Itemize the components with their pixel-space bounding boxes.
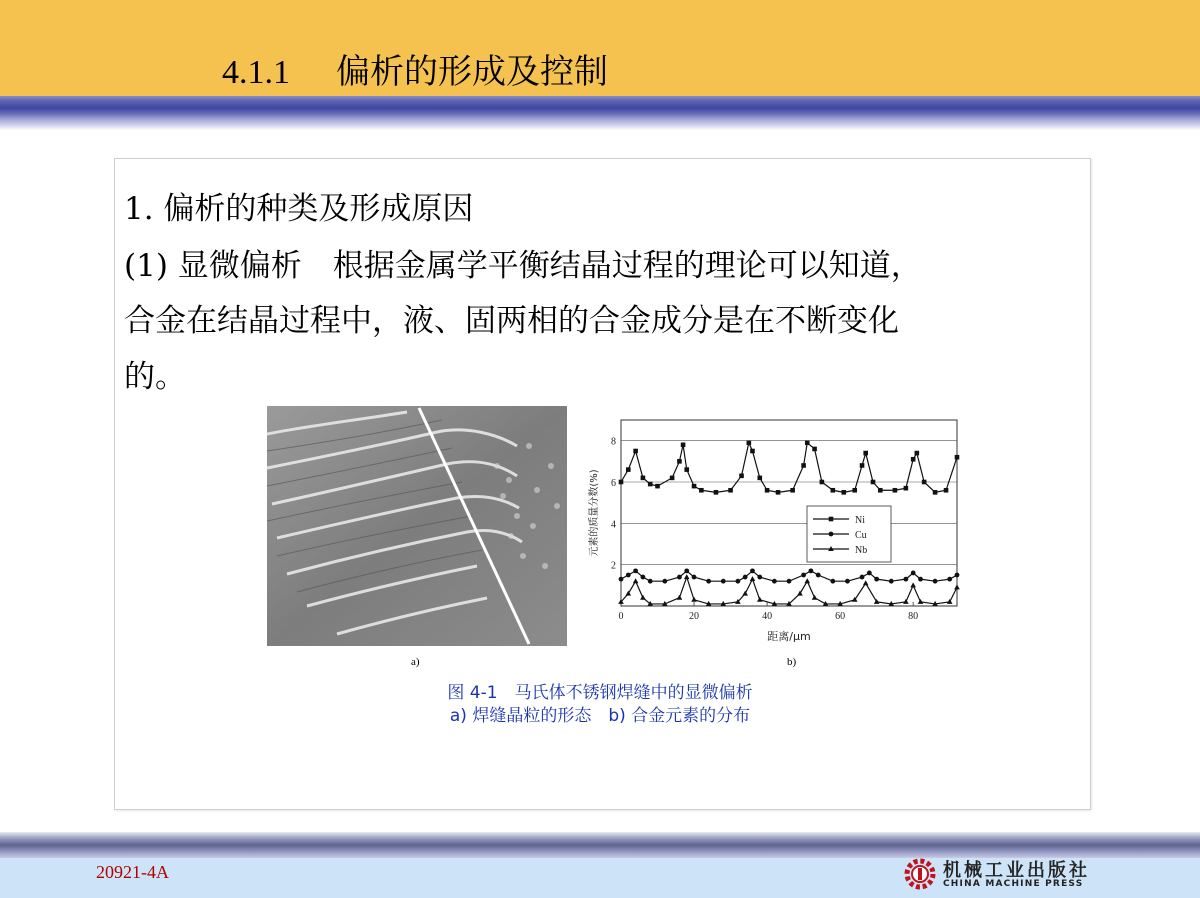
data-point-ni — [692, 484, 697, 489]
x-tick-label: 0 — [618, 611, 624, 622]
data-point-cu — [706, 579, 711, 584]
data-point-cu — [633, 568, 638, 573]
data-point-nb — [757, 597, 763, 602]
data-point-cu — [619, 577, 624, 582]
data-point-cu — [955, 573, 960, 578]
data-point-ni — [841, 490, 846, 495]
publisher-logo — [903, 854, 1113, 894]
publisher-name-cn: 机械工业出版社 — [943, 860, 1090, 881]
body-line-3: 的。 — [124, 359, 186, 395]
data-point-nb — [918, 599, 924, 604]
slide-title — [222, 44, 608, 93]
data-point-cu — [662, 579, 667, 584]
data-point-ni — [648, 482, 653, 487]
data-point-cu — [889, 579, 894, 584]
y-tick-label: 4 — [611, 519, 616, 531]
data-point-ni — [911, 457, 916, 462]
figure-4-1 — [259, 398, 969, 673]
data-point-ni — [619, 480, 624, 485]
data-point-ni — [812, 447, 817, 452]
data-point-ni — [681, 443, 686, 448]
body-line-2: 合金在结晶过程中，液、固两相的合金成分是在不断变化 — [124, 303, 899, 339]
data-point-cu — [860, 575, 865, 580]
data-point-cu — [692, 575, 697, 580]
data-point-ni — [944, 488, 949, 493]
legend-label-cu: Cu — [855, 530, 867, 541]
data-point-ni — [801, 463, 806, 468]
x-tick-label: 40 — [762, 611, 773, 622]
data-point-cu — [830, 579, 835, 584]
data-point-cu — [867, 571, 872, 576]
data-point-nb — [903, 599, 909, 604]
data-point-ni — [670, 476, 675, 481]
legend-label-nb: Nb — [855, 545, 868, 556]
data-point-cu — [816, 573, 821, 578]
data-point-ni — [878, 488, 883, 493]
y-axis-label: 元素的质量分数(%) — [589, 469, 600, 557]
data-point-cu — [750, 568, 755, 573]
subfigure-label-a: a) — [411, 656, 420, 668]
heading-line: 1. 偏析的种类及形成原因 — [124, 191, 474, 227]
data-point-cu — [947, 577, 952, 582]
data-point-cu — [918, 577, 923, 582]
data-point-cu — [903, 577, 908, 582]
data-point-cu — [809, 568, 814, 573]
data-point-nb — [947, 599, 953, 604]
data-point-nb — [691, 597, 697, 602]
data-point-nb — [954, 584, 960, 589]
data-point-ni — [860, 463, 865, 468]
header-band — [0, 0, 1200, 96]
micrograph-image — [267, 406, 567, 646]
data-point-cu — [626, 573, 631, 578]
data-point-cu — [743, 575, 748, 580]
data-point-nb — [863, 580, 869, 585]
data-point-cu — [641, 575, 646, 580]
data-point-ni — [728, 488, 733, 493]
data-point-nb — [812, 595, 818, 600]
x-tick-label: 20 — [689, 611, 700, 622]
data-point-ni — [747, 440, 752, 445]
data-point-ni — [871, 480, 876, 485]
data-point-ni — [893, 488, 898, 493]
data-point-ni — [633, 449, 638, 454]
data-point-ni — [933, 490, 938, 495]
publisher-name-en: CHINA MACHINE PRESS — [943, 879, 1084, 889]
data-point-ni — [739, 474, 744, 479]
data-point-ni — [765, 488, 770, 493]
subfigure-label-b: b) — [787, 656, 797, 668]
y-tick-label: 8 — [611, 436, 616, 448]
data-point-ni — [626, 467, 631, 472]
data-point-ni — [750, 449, 755, 454]
data-point-ni — [655, 484, 660, 489]
data-point-ni — [684, 467, 689, 472]
y-tick-label: 2 — [611, 560, 616, 572]
data-point-cu — [933, 579, 938, 584]
data-point-ni — [677, 459, 682, 464]
data-point-cu — [735, 579, 740, 584]
section-title: 偏析的形成及控制 — [336, 52, 608, 92]
data-point-cu — [648, 579, 653, 584]
data-point-ni — [757, 476, 762, 481]
data-point-cu — [801, 573, 806, 578]
data-point-cu — [721, 579, 726, 584]
data-point-nb — [742, 591, 748, 596]
slide-code: 20921-4A — [96, 862, 169, 882]
data-point-nb — [804, 578, 810, 583]
data-point-ni — [805, 440, 810, 445]
section-number: 4.1.1 — [222, 54, 290, 91]
body-line-1: (1) 显微偏析 根据金属学平衡结晶过程的理论可以知道， — [124, 248, 922, 284]
figure-caption-line-2: a) 焊缝晶粒的形态 b) 合金元素的分布 — [449, 706, 751, 726]
figure-caption-line-1: 图 4-1 马氏体不锈钢焊缝中的显微偏析 — [447, 683, 753, 703]
data-point-cu — [757, 575, 762, 580]
data-point-ni — [852, 488, 857, 493]
data-point-ni — [790, 488, 795, 493]
gear-logo-icon — [903, 857, 937, 891]
data-point-cu — [874, 577, 879, 582]
x-tick-label: 60 — [835, 611, 846, 622]
data-point-ni — [699, 488, 704, 493]
legend-marker-ni — [829, 517, 834, 522]
data-point-ni — [904, 486, 909, 491]
y-tick-label: 6 — [611, 478, 616, 489]
data-point-cu — [845, 579, 850, 584]
data-point-ni — [922, 480, 927, 485]
data-point-nb — [684, 574, 690, 579]
data-point-ni — [776, 490, 781, 495]
data-point-cu — [787, 579, 792, 584]
x-tick-label: 80 — [908, 611, 919, 622]
data-point-nb — [750, 576, 756, 581]
data-point-nb — [910, 582, 916, 587]
legend-marker-cu — [829, 532, 834, 537]
data-point-ni — [863, 451, 868, 456]
data-point-nb — [633, 578, 639, 583]
data-point-ni — [915, 451, 920, 456]
legend-label-ni: Ni — [855, 515, 865, 526]
data-point-nb — [677, 595, 683, 600]
data-point-ni — [831, 488, 836, 493]
data-point-ni — [641, 476, 646, 481]
data-point-cu — [677, 575, 682, 580]
series-line-ni — [621, 443, 957, 493]
x-axis-label: 距离/μm — [767, 630, 811, 643]
data-point-ni — [955, 455, 960, 460]
data-point-nb — [640, 595, 646, 600]
header-gradient-bar — [0, 96, 1200, 130]
data-point-cu — [911, 571, 916, 576]
data-point-ni — [714, 490, 719, 495]
element-distribution-chart — [569, 398, 969, 673]
data-point-ni — [820, 480, 825, 485]
data-point-cu — [684, 568, 689, 573]
data-point-cu — [772, 579, 777, 584]
